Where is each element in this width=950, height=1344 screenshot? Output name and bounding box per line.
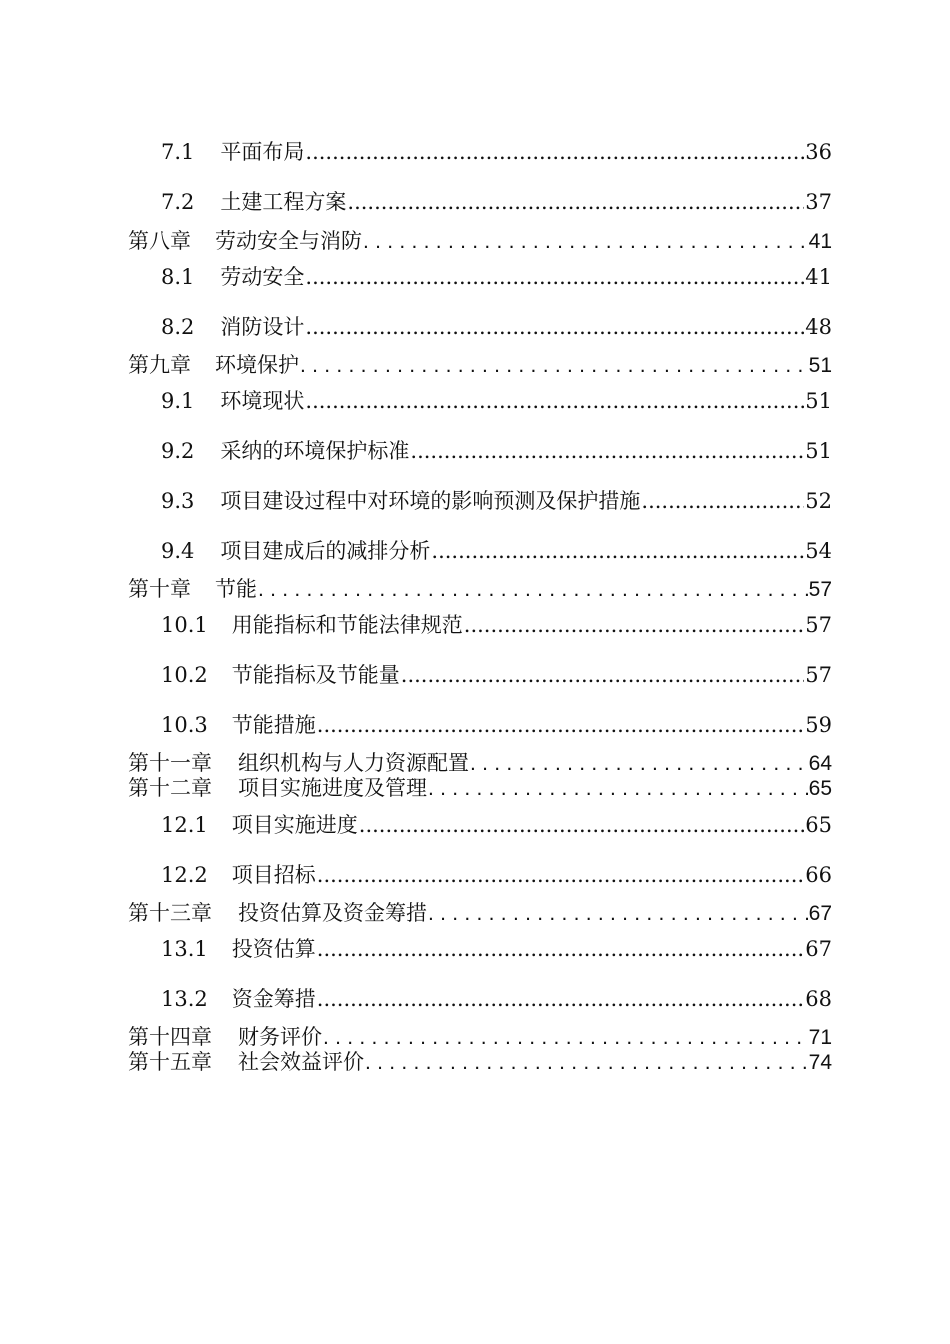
toc-chapter-entry[interactable] bbox=[128, 897, 832, 927]
toc-entry-title: 土建工程方案 bbox=[220, 190, 347, 214]
dot-leader bbox=[431, 539, 804, 563]
toc-chapter-entry[interactable] bbox=[128, 349, 832, 379]
toc-entry-number: 10.2 bbox=[161, 663, 208, 687]
toc-section-entry[interactable] bbox=[161, 859, 832, 889]
toc-entry-page-number: 37 bbox=[805, 190, 832, 214]
toc-entry-page-number: 71 bbox=[808, 1026, 832, 1049]
toc-chapter-entry[interactable] bbox=[128, 573, 832, 603]
toc-section-entry[interactable] bbox=[161, 435, 832, 465]
toc-section-entry[interactable] bbox=[161, 385, 832, 415]
toc-section-entry[interactable] bbox=[161, 983, 832, 1013]
dot-leader bbox=[410, 439, 804, 463]
toc-entry-page-number: 41 bbox=[805, 265, 832, 289]
toc-entry-page-number: 41 bbox=[808, 230, 832, 253]
toc-section-entry[interactable] bbox=[161, 186, 832, 216]
toc-entry-page-number: 66 bbox=[805, 863, 832, 887]
dot-leader bbox=[401, 663, 805, 687]
toc-entry-number: 13.1 bbox=[161, 937, 208, 961]
dot-leader bbox=[347, 190, 804, 214]
toc-entry-number: 第八章 bbox=[128, 230, 191, 253]
toc-entry-number: 9.3 bbox=[161, 489, 195, 513]
dot-leader bbox=[317, 937, 805, 961]
toc-chapter-entry[interactable] bbox=[128, 225, 832, 255]
toc-entry-page-number: 54 bbox=[805, 539, 832, 563]
toc-entry-number: 第十四章 bbox=[128, 1026, 212, 1049]
toc-section-entry[interactable] bbox=[161, 609, 832, 639]
toc-entry-page-number: 59 bbox=[805, 713, 832, 737]
toc-entry-page-number: 51 bbox=[808, 354, 832, 377]
dot-leader bbox=[317, 987, 805, 1011]
dot-leader bbox=[363, 230, 808, 254]
toc-entry-title: 项目建设过程中对环境的影响预测及保护措施 bbox=[220, 489, 641, 513]
toc-entry-number: 第十三章 bbox=[128, 902, 212, 925]
dot-leader bbox=[365, 1051, 808, 1075]
toc-section-entry[interactable] bbox=[161, 809, 832, 839]
toc-entry-number: 第十五章 bbox=[128, 1051, 212, 1074]
toc-entry-page-number: 65 bbox=[808, 777, 832, 800]
toc-entry-page-number: 64 bbox=[808, 752, 832, 775]
toc-entry-title: 平面布局 bbox=[220, 140, 305, 164]
toc-entry-page-number: 36 bbox=[805, 140, 832, 164]
toc-section-entry[interactable] bbox=[161, 709, 832, 739]
toc-section-entry[interactable] bbox=[161, 485, 832, 515]
toc-entry-number: 8.2 bbox=[161, 315, 195, 339]
toc-entry-number: 8.1 bbox=[161, 265, 195, 289]
toc-entry-number: 9.4 bbox=[161, 539, 195, 563]
toc-entry-page-number: 52 bbox=[805, 489, 832, 513]
toc-entry-title: 投资估算 bbox=[231, 937, 316, 961]
toc-entry-title: 劳动安全与消防 bbox=[215, 230, 362, 253]
toc-entry-number: 10.1 bbox=[161, 613, 208, 637]
toc-entry-page-number: 67 bbox=[805, 937, 832, 961]
dot-leader bbox=[359, 813, 805, 837]
toc-entry-title: 节能指标及节能量 bbox=[231, 663, 400, 687]
toc-entry-page-number: 51 bbox=[805, 389, 832, 413]
toc-entry-page-number: 57 bbox=[805, 613, 832, 637]
dot-leader bbox=[641, 489, 804, 513]
toc-section-entry[interactable] bbox=[161, 311, 832, 341]
toc-entry-page-number: 51 bbox=[805, 439, 832, 463]
toc-entry-number: 12.1 bbox=[161, 813, 208, 837]
toc-entry-title: 节能 bbox=[215, 578, 257, 601]
toc-entry-title: 采纳的环境保护标准 bbox=[220, 439, 410, 463]
dot-leader bbox=[317, 863, 805, 887]
dot-leader bbox=[464, 613, 805, 637]
toc-entry-title: 财务评价 bbox=[238, 1026, 322, 1049]
toc-chapter-entry[interactable] bbox=[128, 1046, 832, 1076]
toc-entry-page-number: 67 bbox=[808, 902, 832, 925]
toc-entry-title: 项目招标 bbox=[231, 863, 316, 887]
toc-entry-number: 第十章 bbox=[128, 578, 191, 601]
toc-entry-title: 投资估算及资金筹措 bbox=[238, 902, 427, 925]
toc-entry-title: 项目实施进度 bbox=[231, 813, 358, 837]
toc-entry-title: 环境现状 bbox=[220, 389, 305, 413]
toc-entry-number: 第九章 bbox=[128, 354, 191, 377]
dot-leader bbox=[300, 354, 808, 378]
toc-entry-page-number: 74 bbox=[808, 1051, 832, 1074]
toc-section-entry[interactable] bbox=[161, 933, 832, 963]
toc-section-entry[interactable] bbox=[161, 659, 832, 689]
toc-entry-number: 9.1 bbox=[161, 389, 195, 413]
toc-entry-page-number: 48 bbox=[805, 315, 832, 339]
toc-entry-title: 用能指标和节能法律规范 bbox=[231, 613, 463, 637]
toc-entry-number: 第十二章 bbox=[128, 777, 212, 800]
toc-chapter-entry[interactable] bbox=[128, 772, 832, 802]
dot-leader bbox=[305, 140, 804, 164]
dot-leader bbox=[305, 315, 804, 339]
toc-entry-number: 13.2 bbox=[161, 987, 208, 1011]
dot-leader bbox=[428, 902, 808, 926]
toc-entry-number: 9.2 bbox=[161, 439, 195, 463]
toc-entry-title: 社会效益评价 bbox=[238, 1051, 364, 1074]
toc-entry-page-number: 65 bbox=[805, 813, 832, 837]
toc-entry-title: 节能措施 bbox=[231, 713, 316, 737]
toc-entry-page-number: 68 bbox=[805, 987, 832, 1011]
toc-entry-number: 第十一章 bbox=[128, 752, 212, 775]
toc-entry-title: 组织机构与人力资源配置 bbox=[238, 752, 469, 775]
toc-section-entry[interactable] bbox=[161, 261, 832, 291]
dot-leader bbox=[305, 389, 804, 413]
dot-leader bbox=[305, 265, 804, 289]
toc-entry-title: 资金筹措 bbox=[231, 987, 316, 1011]
toc-entry-number: 12.2 bbox=[161, 863, 208, 887]
toc-entry-page-number: 57 bbox=[805, 663, 832, 687]
toc-entry-title: 项目建成后的减排分析 bbox=[220, 539, 431, 563]
dot-leader bbox=[258, 578, 808, 602]
toc-entry-number: 7.1 bbox=[161, 140, 195, 164]
toc-section-entry[interactable] bbox=[161, 535, 832, 565]
toc-section-entry[interactable] bbox=[161, 136, 832, 166]
dot-leader bbox=[428, 777, 808, 801]
toc-entry-title: 项目实施进度及管理 bbox=[238, 777, 427, 800]
toc-entry-page-number: 57 bbox=[808, 578, 832, 601]
toc-entry-title: 劳动安全 bbox=[220, 265, 305, 289]
dot-leader bbox=[317, 713, 805, 737]
toc-entry-title: 消防设计 bbox=[220, 315, 305, 339]
toc-entry-title: 环境保护 bbox=[215, 354, 299, 377]
toc-entry-number: 7.2 bbox=[161, 190, 195, 214]
toc-entry-number: 10.3 bbox=[161, 713, 208, 737]
